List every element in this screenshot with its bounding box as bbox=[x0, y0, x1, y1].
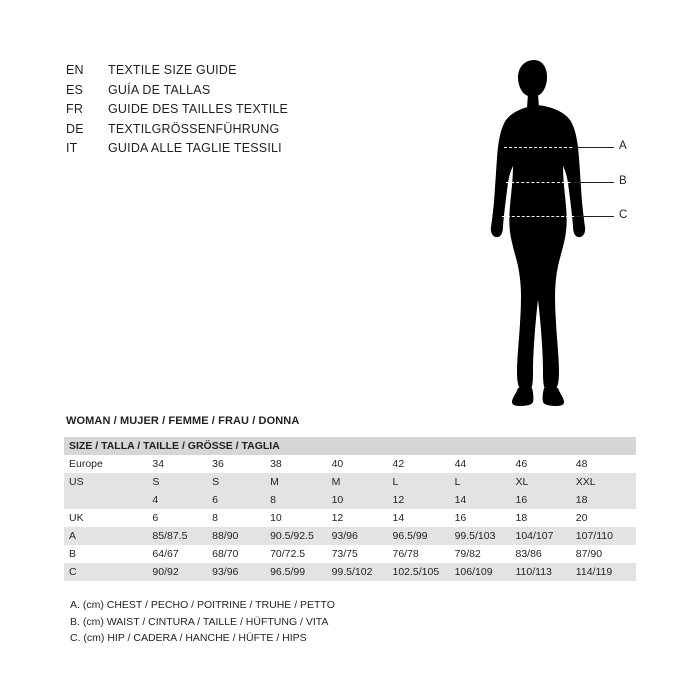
cell: 42 bbox=[392, 455, 454, 473]
table-row bbox=[64, 473, 636, 491]
cell: 90.5/92.5 bbox=[270, 527, 332, 545]
cell: 70/72.5 bbox=[270, 545, 332, 563]
cell: S bbox=[212, 473, 270, 491]
cell: 96.5/99 bbox=[270, 563, 332, 581]
cell: 12 bbox=[392, 491, 454, 509]
measurement-label-b: B bbox=[619, 175, 627, 187]
cell: M bbox=[270, 473, 332, 491]
cell: 48 bbox=[576, 455, 636, 473]
measurement-label-c: C bbox=[619, 209, 628, 221]
measurement-leader-b bbox=[570, 182, 614, 183]
measurement-label-a: A bbox=[619, 140, 627, 152]
language-code-es: ES bbox=[66, 82, 84, 97]
row-label: Europe bbox=[64, 455, 152, 473]
cell: 73/75 bbox=[332, 545, 393, 563]
legend-line-c: C. (cm) HIP / CADERA / HANCHE / HÜFTE / HIPS bbox=[70, 632, 307, 644]
language-row-it bbox=[66, 141, 466, 161]
cell: 38 bbox=[270, 455, 332, 473]
language-title-block bbox=[66, 63, 466, 161]
row-label: US bbox=[64, 473, 152, 491]
language-code-it: IT bbox=[66, 141, 78, 155]
row-label: UK bbox=[64, 509, 152, 527]
row-label: B bbox=[64, 545, 152, 563]
cell: 83/86 bbox=[515, 545, 575, 563]
row-label: A bbox=[64, 527, 152, 545]
cell: 107/110 bbox=[576, 527, 636, 545]
cell: 20 bbox=[576, 509, 636, 527]
cell: 68/70 bbox=[212, 545, 270, 563]
cell: 76/78 bbox=[392, 545, 454, 563]
cell: M bbox=[332, 473, 393, 491]
cell: 46 bbox=[515, 455, 575, 473]
cell: 18 bbox=[515, 509, 575, 527]
language-row-en bbox=[66, 63, 466, 83]
cell: 64/67 bbox=[152, 545, 212, 563]
language-code-fr: FR bbox=[66, 102, 84, 116]
language-row-de bbox=[66, 122, 466, 142]
cell: 36 bbox=[212, 455, 270, 473]
table-row bbox=[64, 455, 636, 473]
cell: 88/90 bbox=[212, 527, 270, 545]
cell: 44 bbox=[455, 455, 516, 473]
cell: 16 bbox=[515, 491, 575, 509]
legend-line-b: B. (cm) WAIST / CINTURA / TAILLE / HÜFTUNG / VITA bbox=[70, 615, 329, 628]
measurement-leader-c bbox=[574, 216, 614, 217]
table-row bbox=[64, 491, 636, 509]
cell: XL bbox=[515, 473, 575, 491]
cell: 18 bbox=[576, 491, 636, 509]
table-row bbox=[64, 563, 636, 581]
language-row-fr bbox=[66, 102, 466, 122]
cell: 99.5/103 bbox=[455, 527, 516, 545]
table-caption: WOMAN / MUJER / FEMME / FRAU / DONNA bbox=[66, 415, 300, 427]
cell: 85/87.5 bbox=[152, 527, 212, 545]
cell: 10 bbox=[332, 491, 393, 509]
cell: 6 bbox=[152, 509, 212, 527]
cell: L bbox=[455, 473, 516, 491]
cell: 14 bbox=[392, 509, 454, 527]
cell: 110/113 bbox=[515, 563, 575, 581]
measurement-line-a-body bbox=[504, 147, 572, 148]
cell: 90/92 bbox=[152, 563, 212, 581]
cell: 96.5/99 bbox=[392, 527, 454, 545]
cell: 114/119 bbox=[576, 563, 636, 581]
cell: 8 bbox=[270, 491, 332, 509]
cell: 93/96 bbox=[212, 563, 270, 581]
cell: 40 bbox=[332, 455, 393, 473]
table-row bbox=[64, 527, 636, 545]
legend-line-a: A. (cm) CHEST / PECHO / POITRINE / TRUHE / PETTO bbox=[70, 599, 335, 611]
female-silhouette-figure bbox=[470, 52, 640, 422]
table-header-row bbox=[64, 437, 636, 455]
language-code-en: EN bbox=[66, 63, 84, 77]
silhouette-icon bbox=[470, 52, 640, 422]
cell: 34 bbox=[152, 455, 212, 473]
cell: 10 bbox=[270, 509, 332, 527]
cell: 8 bbox=[212, 509, 270, 527]
cell: 4 bbox=[152, 491, 212, 509]
cell: 93/96 bbox=[332, 527, 393, 545]
measurement-legend bbox=[70, 597, 335, 647]
table-row bbox=[64, 545, 636, 563]
cell: 79/82 bbox=[455, 545, 516, 563]
measurement-line-b-body bbox=[506, 182, 570, 183]
cell: S bbox=[152, 473, 212, 491]
language-code-de: DE bbox=[66, 121, 84, 136]
measurement-leader-a bbox=[572, 147, 614, 148]
table-row bbox=[64, 509, 636, 527]
cell: 104/107 bbox=[515, 527, 575, 545]
row-label: C bbox=[64, 563, 152, 581]
language-title-es: GUÍA DE TALLAS bbox=[108, 82, 211, 97]
cell: 106/109 bbox=[455, 563, 516, 581]
cell: XXL bbox=[576, 473, 636, 491]
language-row-es bbox=[66, 83, 466, 103]
cell: 102.5/105 bbox=[392, 563, 454, 581]
row-label bbox=[64, 491, 152, 509]
cell: 6 bbox=[212, 491, 270, 509]
size-table bbox=[64, 437, 636, 581]
cell: 12 bbox=[332, 509, 393, 527]
language-title-fr: GUIDE DES TAILLES TEXTILE bbox=[108, 102, 289, 116]
language-title-it: GUIDA ALLE TAGLIE TESSILI bbox=[108, 141, 282, 155]
cell: 99.5/102 bbox=[332, 563, 393, 581]
cell: 87/90 bbox=[576, 545, 636, 563]
cell: L bbox=[392, 473, 454, 491]
language-title-en: TEXTILE SIZE GUIDE bbox=[108, 63, 237, 77]
cell: 14 bbox=[455, 491, 516, 509]
measurement-line-c-body bbox=[502, 216, 574, 217]
language-title-de: TEXTILGRÖSSENFÜHRUNG bbox=[108, 121, 280, 136]
cell: 16 bbox=[455, 509, 516, 527]
table-header-label: SIZE / TALLA / TAILLE / GRÖSSE / TAGLIA bbox=[64, 437, 636, 455]
